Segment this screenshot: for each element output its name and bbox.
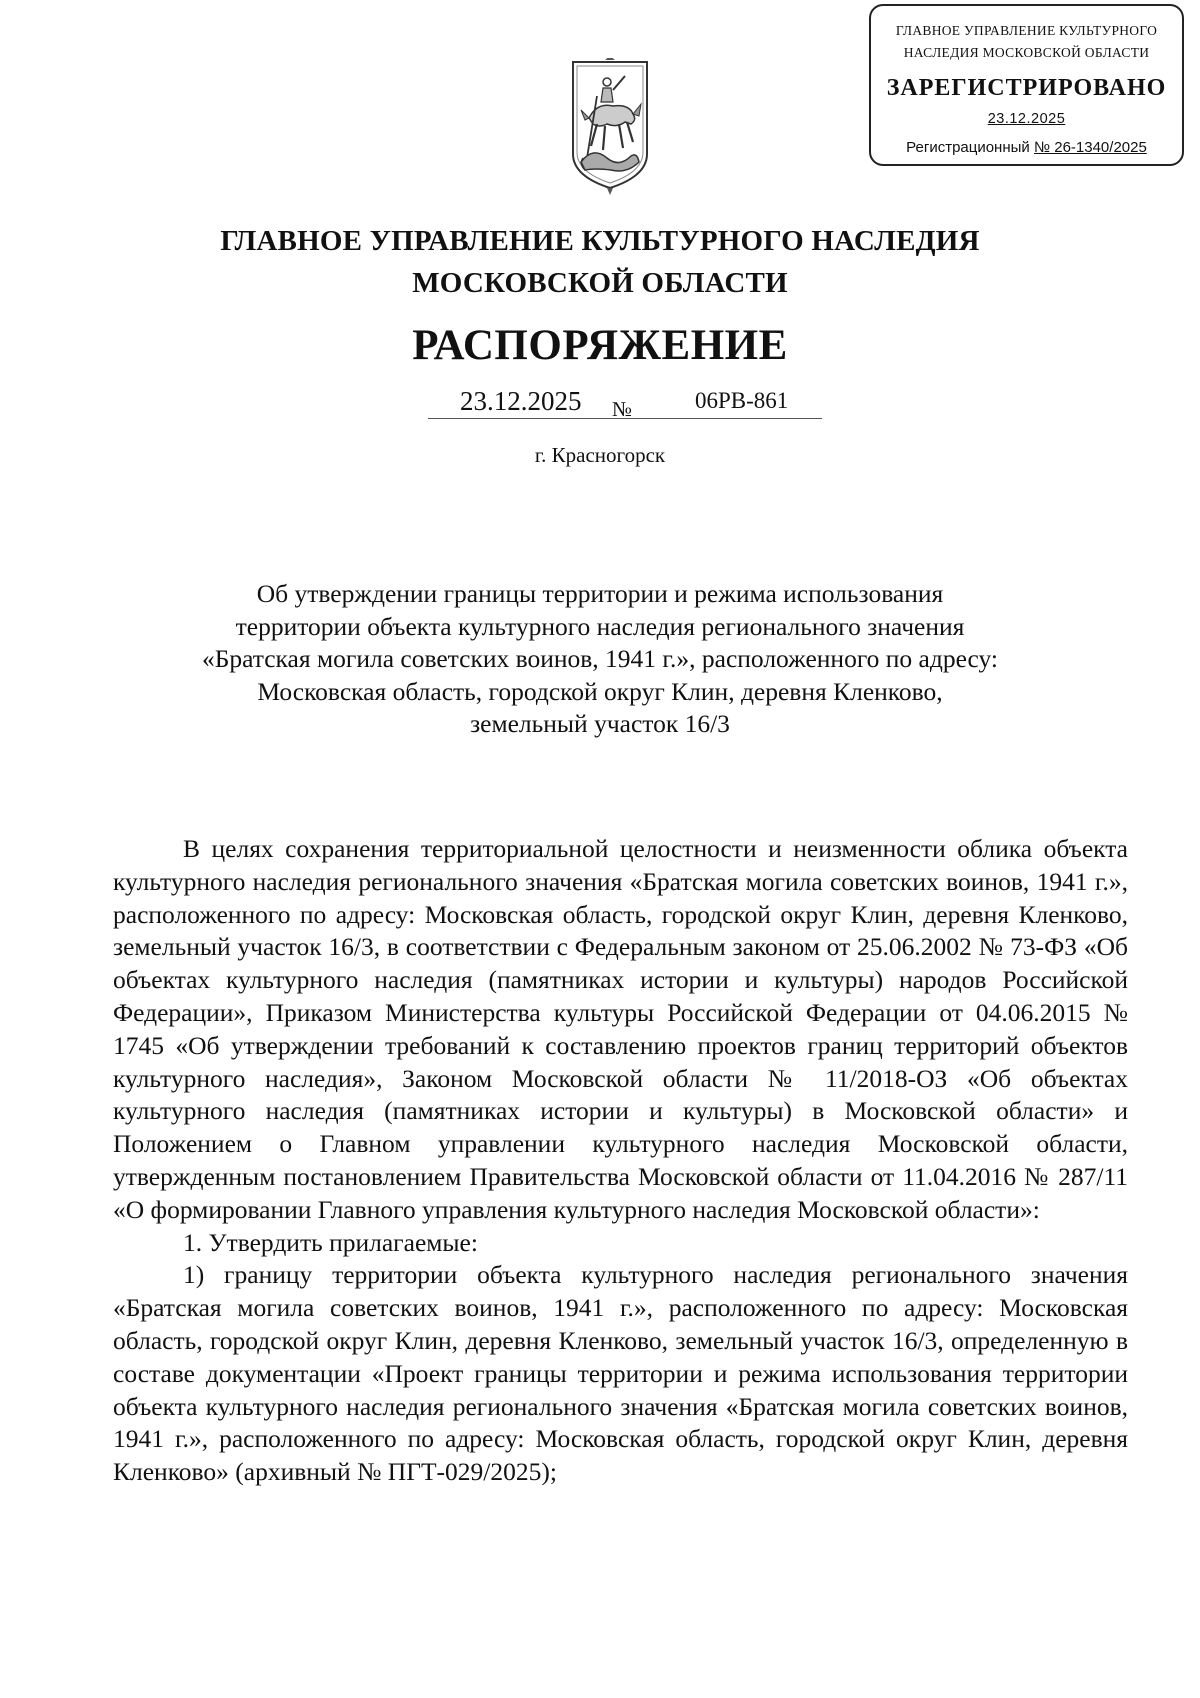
document-date-number-line [428, 384, 822, 419]
stamp-date: 23.12.2025 [987, 111, 1066, 127]
subject-line: Об утверждении границы территории и режима использования [256, 579, 944, 608]
document-date: 23.12.2025 [460, 386, 582, 416]
preamble-paragraph: В целях сохранения территориальной целостности и неизменности облика объекта культурного наследия регионального значения «Братская могила советских воинов, 1941 г.», расположенного по адресу: Московская область, городской округ Клин, деревня Кленково, земельный участок 16/3, в соответствии с Федеральным законом от 25.06.2002 № 73-ФЗ «Об объектах культурного наследия (памятниках истории и культуры) народов Российской Федерации», Приказом Министерства культуры Российской Федерации от 04.06.2015 № 1745 «Об утверждении требований к составлению проектов границ территорий объектов культурного наследия», Законом Московской области № 11/2018-ОЗ «Об объектах культурного наследия (памятниках истории и культуры) в Московской области» и Положением о Главном управлении культурного наследия Московской области, утвержденным постановлением Правительства Московской области от 11.04.2016 № 287/11 «О формировании Главного управления культурного наследия Московской области»: [113, 834, 1128, 1224]
stamp-reg-number: № 26-1340/2025 [1033, 139, 1147, 156]
number-sign: № [612, 397, 633, 421]
issuing-authority-line-1: ГЛАВНОЕ УПРАВЛЕНИЕ КУЛЬТУРНОГО НАСЛЕДИЯ [220, 225, 980, 257]
stamp-reg-label: Регистрационный [906, 139, 1030, 156]
document-number: 06РВ-861 [695, 388, 789, 413]
document-type-title: РАСПОРЯЖЕНИЕ [412, 322, 788, 369]
stamp-org-line-2: НАСЛЕДИЯ МОСКОВСКОЙ ОБЛАСТИ [903, 45, 1150, 60]
subject-line: «Братская могила советских воинов, 1941 г.», расположенного по адресу: [201, 644, 999, 673]
subject-line: земельный участок 16/3 [470, 709, 730, 738]
subject-line: Московская область, городской округ Клин, деревня Кленково, [257, 676, 943, 706]
document-body [113, 833, 1128, 1489]
stamp-org-line-1: ГЛАВНОЕ УПРАВЛЕНИЕ КУЛЬТУРНОГО [895, 23, 1158, 38]
registration-stamp [869, 4, 1184, 166]
stamp-reg-number-line [871, 133, 1182, 163]
clause-1-subitem-1: 1) границу территории объекта культурного наследия регионального значения «Братская могила советских воинов, 1941 г.», расположенного по адресу: Московская область, городской округ Клин, деревня Кленково, земельный участок 16/3, определенную в составе документации «Проект границы территории и режима использования территории объекта культурного наследия регионального значения «Братская могила советских воинов, 1941 г.», расположенного по адресу: Московская область, городской округ Клин, деревня Кленково» (архивный № ПГТ-029/2025); [113, 1260, 1128, 1487]
issuing-authority-line-2: МОСКОВСКОЙ ОБЛАСТИ [412, 267, 788, 299]
document-city: г. Красногорск [534, 443, 666, 467]
moscow-oblast-coat-of-arms-icon [567, 58, 653, 196]
issuing-authority [0, 220, 1200, 304]
clause-1: 1. Утвердить прилагаемые: [183, 1227, 478, 1257]
stamp-status: ЗАРЕГИСТРИРОВАНО [886, 75, 1167, 101]
document-subject [0, 578, 1200, 741]
subject-line: территории объекта культурного наследия регионального значения [235, 611, 965, 641]
